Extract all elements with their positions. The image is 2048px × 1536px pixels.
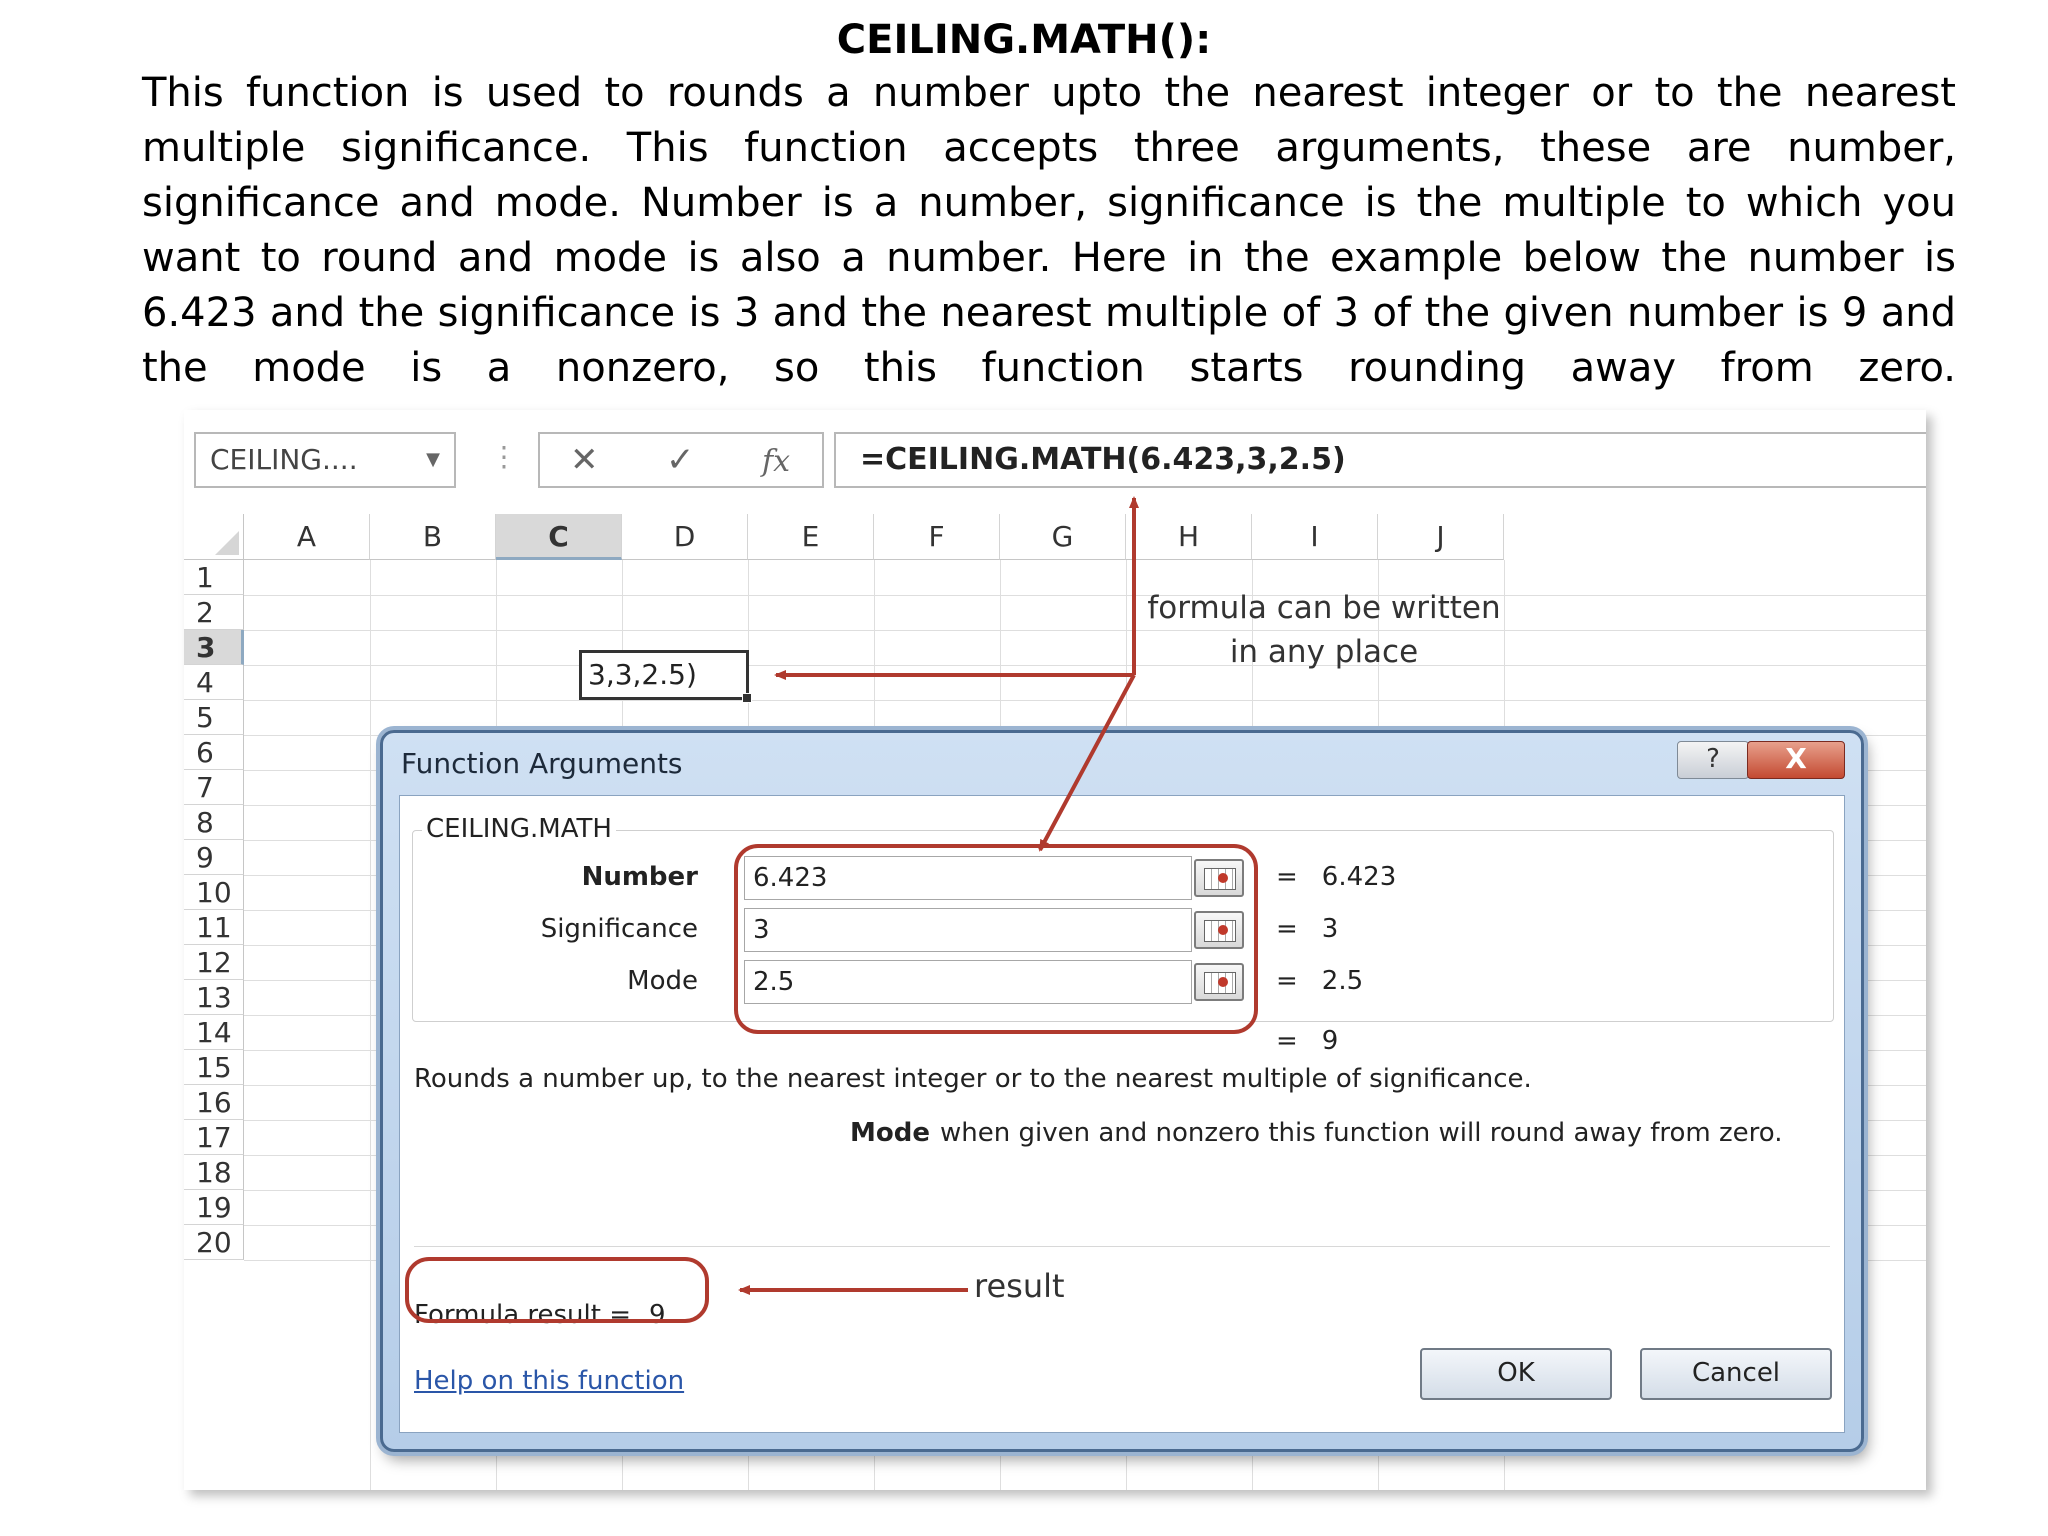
slide-title: CEILING.MATH():	[836, 17, 1212, 63]
significance-input[interactable]: 3	[744, 908, 1192, 952]
total-evaluated	[1276, 1026, 1338, 1056]
formula-buttons	[538, 432, 824, 488]
number-evaluated-value: 6.423	[1321, 862, 1397, 892]
function-arguments-dialog	[380, 730, 1864, 1452]
formula-result	[414, 1300, 666, 1330]
column-header-a[interactable]: A	[244, 514, 370, 560]
gridline	[244, 630, 1926, 631]
help-on-function-link[interactable]: Help on this function	[414, 1366, 685, 1396]
column-header-d[interactable]: D	[622, 514, 748, 560]
column-header-c[interactable]: C	[496, 514, 622, 560]
number-evaluated	[1276, 862, 1396, 892]
column-header-h[interactable]: H	[1126, 514, 1252, 560]
insert-function-icon[interactable]: fx	[762, 444, 791, 479]
mode-help-label: Mode	[850, 1118, 930, 1148]
column-header-i[interactable]: I	[1252, 514, 1378, 560]
dialog-body	[399, 795, 1845, 1433]
slide-paragraph: This function is used to rounds a number upto the nearest integer or to the nearest multiple significance. This function accepts three arguments, these are number, significance and mode. Number is a number, significance is the multiple to which you want to round and mode is also a number. Here in the example below the number is 6.423 and the significance is 3 and the nearest multiple of 3 of the given number is 9 and the mode is a nonzero, so this function starts rounding away from zero.	[142, 70, 1956, 391]
help-button[interactable]: ?	[1677, 741, 1749, 779]
excel-screenshot	[184, 410, 1926, 1490]
row-header-13[interactable]: 13	[184, 980, 244, 1015]
close-button[interactable]: X	[1747, 741, 1845, 779]
row-header-9[interactable]: 9	[184, 840, 244, 875]
significance-evaluated	[1276, 914, 1338, 944]
ok-button[interactable]: OK	[1420, 1348, 1612, 1400]
column-header-j[interactable]: J	[1378, 514, 1504, 560]
row-header-10[interactable]: 10	[184, 875, 244, 910]
row-header-14[interactable]: 14	[184, 1015, 244, 1050]
column-header-f[interactable]: F	[874, 514, 1000, 560]
annotation-formula-line1: formula can be written	[1147, 590, 1501, 626]
cancel-button[interactable]: Cancel	[1640, 1348, 1832, 1400]
divider	[414, 1246, 1830, 1247]
equals-sign: =	[1276, 862, 1298, 892]
mode-input[interactable]: 2.5	[744, 960, 1192, 1004]
active-cell-c3[interactable]	[579, 650, 749, 700]
annotation-formula	[1144, 586, 1504, 674]
column-header-e[interactable]: E	[748, 514, 874, 560]
name-box-value: CEILING....	[210, 443, 358, 476]
mode-evaluated	[1276, 966, 1363, 996]
significance-evaluated-value: 3	[1321, 914, 1339, 944]
column-header-b[interactable]: B	[370, 514, 496, 560]
arg-label-number: Number	[581, 862, 698, 892]
row-header-3[interactable]: 3	[184, 630, 244, 665]
gridline	[244, 700, 1926, 701]
cancel-icon[interactable]: ✕	[570, 440, 599, 480]
arg-label-significance: Significance	[540, 914, 698, 944]
row-header-12[interactable]: 12	[184, 945, 244, 980]
enter-icon[interactable]: ✓	[666, 440, 695, 480]
row-header-15[interactable]: 15	[184, 1050, 244, 1085]
name-box[interactable]	[194, 432, 456, 488]
annotation-formula-line2: in any place	[1229, 634, 1419, 670]
mode-evaluated-value: 2.5	[1321, 966, 1364, 996]
formula-result-value: 9	[649, 1300, 666, 1330]
row-header-6[interactable]: 6	[184, 735, 244, 770]
row-header-2[interactable]: 2	[184, 595, 244, 630]
formula-result-label: Formula result =	[414, 1300, 632, 1330]
row-header-5[interactable]: 5	[184, 700, 244, 735]
equals-sign: =	[1276, 1026, 1298, 1056]
select-all-corner[interactable]	[184, 514, 244, 560]
collapse-dialog-icon[interactable]	[1194, 963, 1244, 1001]
active-cell-text: 3,3,2.5)	[588, 658, 697, 691]
row-header-7[interactable]: 7	[184, 770, 244, 805]
row-header-17[interactable]: 17	[184, 1120, 244, 1155]
row-header-8[interactable]: 8	[184, 805, 244, 840]
mode-help-text: when given and nonzero this function will round away from zero.	[940, 1118, 1783, 1148]
row-header-20[interactable]: 20	[184, 1225, 244, 1260]
row-header-16[interactable]: 16	[184, 1085, 244, 1120]
row-header-18[interactable]: 18	[184, 1155, 244, 1190]
chevron-down-icon[interactable]: ▼	[426, 449, 440, 470]
row-header-11[interactable]: 11	[184, 910, 244, 945]
formula-bar[interactable]: =CEILING.MATH(6.423,3,2.5)	[834, 432, 1926, 488]
column-header-g[interactable]: G	[1000, 514, 1126, 560]
row-header-19[interactable]: 19	[184, 1190, 244, 1225]
number-input[interactable]: 6.423	[744, 856, 1192, 900]
dialog-title: Function Arguments	[401, 747, 683, 780]
function-description: Rounds a number up, to the nearest integer or to the nearest multiple of significance.	[414, 1064, 1532, 1094]
fill-handle[interactable]	[742, 693, 752, 703]
collapse-dialog-icon[interactable]	[1194, 911, 1244, 949]
more-icon: ⋮	[490, 440, 518, 473]
total-evaluated-value: 9	[1321, 1026, 1339, 1056]
function-name: CEILING.MATH	[422, 814, 616, 844]
collapse-dialog-icon[interactable]	[1194, 859, 1244, 897]
row-header-4[interactable]: 4	[184, 665, 244, 700]
gridline	[244, 665, 1926, 666]
annotation-result: result	[974, 1267, 1065, 1305]
row-header-1[interactable]: 1	[184, 560, 244, 595]
equals-sign: =	[1276, 966, 1298, 996]
arg-label-mode: Mode	[627, 966, 698, 996]
equals-sign: =	[1276, 914, 1298, 944]
gridline	[244, 595, 1926, 596]
